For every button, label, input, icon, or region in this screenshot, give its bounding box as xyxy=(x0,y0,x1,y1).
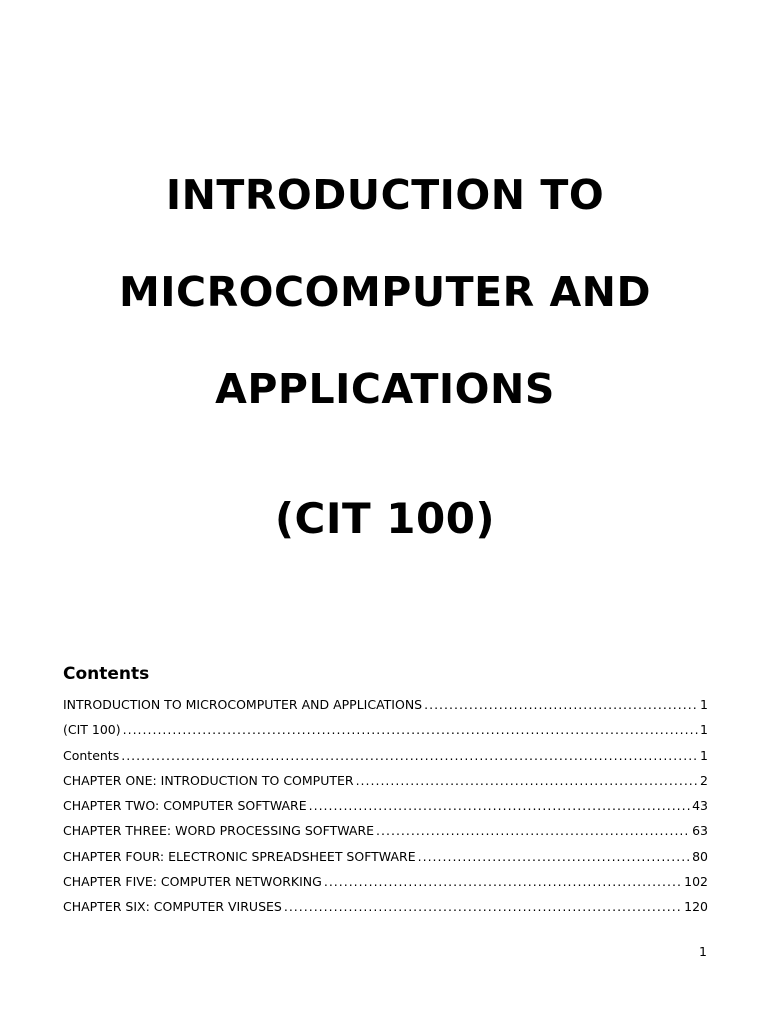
toc-leader-dots xyxy=(324,874,682,890)
toc-entry-page: 120 xyxy=(684,899,708,915)
toc-entry[interactable] xyxy=(63,823,708,848)
toc-entry-page: 2 xyxy=(700,772,708,788)
toc-leader-dots xyxy=(376,823,690,839)
toc-entry-label: CHAPTER SIX: COMPUTER VIRUSES xyxy=(63,899,282,915)
course-code: (CIT 100) xyxy=(274,494,496,543)
toc-entry-page: 63 xyxy=(692,823,708,839)
toc-leader-dots xyxy=(418,849,690,865)
toc-entry-page: 1 xyxy=(700,722,708,738)
toc-leader-dots xyxy=(121,748,698,764)
toc-entry[interactable] xyxy=(63,899,708,924)
toc-entry-label: CHAPTER FIVE: COMPUTER NETWORKING xyxy=(63,874,322,890)
toc-entry-page: 1 xyxy=(700,697,708,712)
title-line-1: INTRODUCTION TO xyxy=(165,171,605,219)
toc-entry-label: Contents xyxy=(63,747,120,763)
toc-entry-label: CHAPTER TWO: COMPUTER SOFTWARE xyxy=(63,798,307,814)
toc-entry[interactable] xyxy=(63,697,708,722)
table-of-contents xyxy=(63,697,708,925)
page-number: 1 xyxy=(699,944,707,959)
toc-leader-dots xyxy=(284,899,682,915)
toc-entry[interactable] xyxy=(63,748,708,773)
toc-entry[interactable] xyxy=(63,773,708,798)
toc-entry-page: 102 xyxy=(684,874,708,890)
toc-entry-page: 1 xyxy=(700,747,708,763)
toc-entry[interactable] xyxy=(63,874,708,899)
toc-entry-label: (CIT 100) xyxy=(63,722,121,738)
toc-entry[interactable] xyxy=(63,722,708,747)
title-line-3: APPLICATIONS xyxy=(215,365,555,413)
toc-entry-label: CHAPTER THREE: WORD PROCESSING SOFTWARE xyxy=(63,823,375,839)
toc-entry-page: 43 xyxy=(692,798,708,814)
toc-entry-label: INTRODUCTION TO MICROCOMPUTER AND APPLICATIONS xyxy=(63,697,423,712)
toc-leader-dots xyxy=(424,697,698,713)
toc-entry-page: 80 xyxy=(692,848,708,864)
toc-entry[interactable] xyxy=(63,849,708,874)
title-line-2: MICROCOMPUTER AND xyxy=(118,268,652,316)
toc-leader-dots xyxy=(123,722,698,738)
toc-entry[interactable] xyxy=(63,798,708,823)
contents-heading: Contents xyxy=(63,664,150,684)
toc-entry-label: CHAPTER ONE: INTRODUCTION TO COMPUTER xyxy=(63,772,354,788)
toc-entry-label: CHAPTER FOUR: ELECTRONIC SPREADSHEET SOFTWARE xyxy=(63,848,416,864)
toc-leader-dots xyxy=(356,773,698,789)
toc-leader-dots xyxy=(309,798,690,814)
